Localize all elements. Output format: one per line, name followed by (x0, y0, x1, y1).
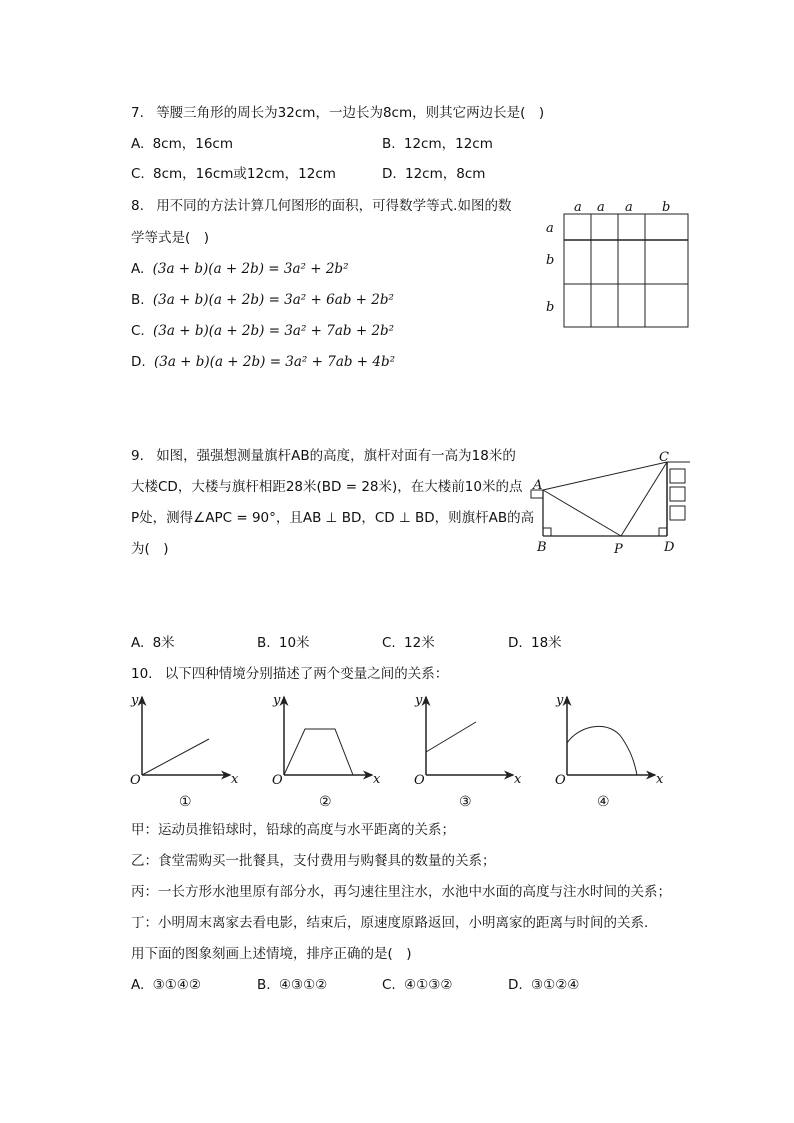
option-letter: D. (382, 166, 397, 182)
option-text: ④③①② (278, 977, 328, 993)
q8-stem-line2: 学等式是( ) (131, 230, 210, 246)
q8-col-label: a (597, 200, 605, 215)
option-letter: B. (257, 635, 271, 651)
option-text: 8米 (152, 635, 175, 651)
option-letter: D. (508, 635, 523, 651)
q10-option-b[interactable] (257, 976, 327, 994)
q10-stem: 以下四种情境分别描述了两个变量之间的关系： (164, 666, 449, 682)
q9-point-c: C (659, 450, 669, 465)
option-letter: C. (131, 166, 145, 182)
option-text: 12米 (404, 635, 435, 651)
option-letter: A. (131, 136, 145, 152)
option-text: ③①④② (152, 977, 202, 993)
graph-4-y-label: y (556, 693, 564, 708)
graph-2-label: ② (319, 794, 332, 810)
option-text: 8cm，16cm或12cm，12cm (153, 166, 336, 182)
q8-stem-line1: 用不同的方法计算几何图形的面积，可得数学等式.如图的数 (156, 198, 512, 214)
q9-point-d: D (664, 540, 675, 555)
graph-4 (567, 697, 655, 775)
q10-option-a[interactable] (131, 976, 201, 994)
graph-2 (284, 697, 372, 775)
graph-1-origin: O (130, 773, 141, 788)
q8-col-label: a (574, 200, 582, 215)
q10-scenario-yi: 乙：食堂需购买一批餐具，支付费用与购餐具的数量的关系； (131, 853, 496, 869)
option-letter: D. (508, 977, 523, 993)
q9-point-a: A (533, 478, 543, 493)
graph-3-label: ③ (459, 794, 472, 810)
option-letter: A. (131, 635, 145, 651)
q10-option-c[interactable] (382, 976, 452, 994)
q10-scenario-jia: 甲：运动员推铅球时，铅球的高度与水平距离的关系； (131, 822, 455, 838)
q9-stem-line3: P处，测得∠APC = 90°，且AB ⊥ BD，CD ⊥ BD，则旗杆AB的高 (131, 510, 535, 526)
q9-point-b: B (537, 540, 547, 555)
q7-stem: 等腰三角形的周长为32cm，一边长为8cm，则其它两边长是( ) (156, 105, 545, 121)
option-text: (3a + b)(a + 2b) = 3a² + 6ab + 2b² (152, 292, 394, 308)
graph-4-origin: O (555, 773, 566, 788)
graph-4-x-label: x (656, 772, 664, 787)
graph-2-y-label: y (273, 693, 281, 708)
option-text: 12cm，8cm (404, 166, 486, 182)
graph-3-origin: O (414, 773, 425, 788)
option-letter: B. (131, 292, 145, 308)
option-text: (3a + b)(a + 2b) = 3a² + 2b² (152, 261, 349, 277)
option-text: (3a + b)(a + 2b) = 3a² + 7ab + 2b² (153, 323, 395, 339)
option-text: 10米 (278, 635, 310, 651)
option-text: 18米 (530, 635, 562, 651)
graph-4-label: ④ (597, 794, 610, 810)
q9-stem-line2: 大楼CD，大楼与旗杆相距28米(BD = 28米)，在大楼前10米的点 (131, 479, 523, 495)
graph-2-origin: O (272, 773, 283, 788)
q10-scenario-bing: 丙：一长方形水池里原有部分水，再匀速往里注水，水池中水面的高度与注水时间的关系； (131, 884, 671, 900)
q7-number: 7. (131, 105, 144, 121)
option-text: 8cm，16cm (152, 136, 234, 152)
option-text: ④①③② (404, 977, 453, 993)
graph-3-y-label: y (415, 693, 423, 708)
q9-point-p: P (614, 542, 623, 557)
option-text: (3a + b)(a + 2b) = 3a² + 7ab + 4b² (153, 354, 396, 370)
option-letter: A. (131, 261, 145, 277)
q8-col-label: a (625, 200, 633, 215)
graph-3-x-label: x (514, 772, 522, 787)
option-text: 12cm，12cm (403, 136, 493, 152)
q10-number: 10. (131, 666, 153, 682)
q8-col-label: b (662, 200, 671, 215)
graph-3 (426, 697, 513, 775)
option-letter: C. (382, 977, 396, 993)
graph-1-x-label: x (231, 772, 239, 787)
option-letter: C. (382, 635, 396, 651)
q9-stem-line4: 为( ) (131, 541, 169, 557)
graph-1 (142, 697, 230, 775)
option-letter: B. (382, 136, 396, 152)
q10-option-d[interactable] (508, 976, 579, 994)
graph-1-label: ① (179, 794, 192, 810)
option-letter: D. (131, 354, 146, 370)
q10-scenario-ding: 丁：小明周末离家去看电影，结束后，原速度原路返回，小明离家的距离与时间的关系. (131, 915, 649, 931)
graph-1-y-label: y (131, 693, 139, 708)
option-letter: B. (257, 977, 271, 993)
q9-stem-line1: 如图，强强想测量旗杆AB的高度，旗杆对面有一高为18米的 (156, 448, 516, 464)
option-letter: C. (131, 323, 145, 339)
q8-row-label: a (546, 221, 554, 236)
q8-number: 8. (131, 198, 144, 214)
q8-row-label: b (546, 300, 555, 315)
option-text: ③①②④ (530, 977, 580, 993)
q8-row-label: b (546, 253, 555, 268)
q9-number: 9. (131, 448, 144, 464)
q10-prompt: 用下面的图象刻画上述情境，排序正确的是( ) (131, 946, 412, 962)
option-letter: A. (131, 977, 145, 993)
graph-2-x-label: x (373, 772, 381, 787)
